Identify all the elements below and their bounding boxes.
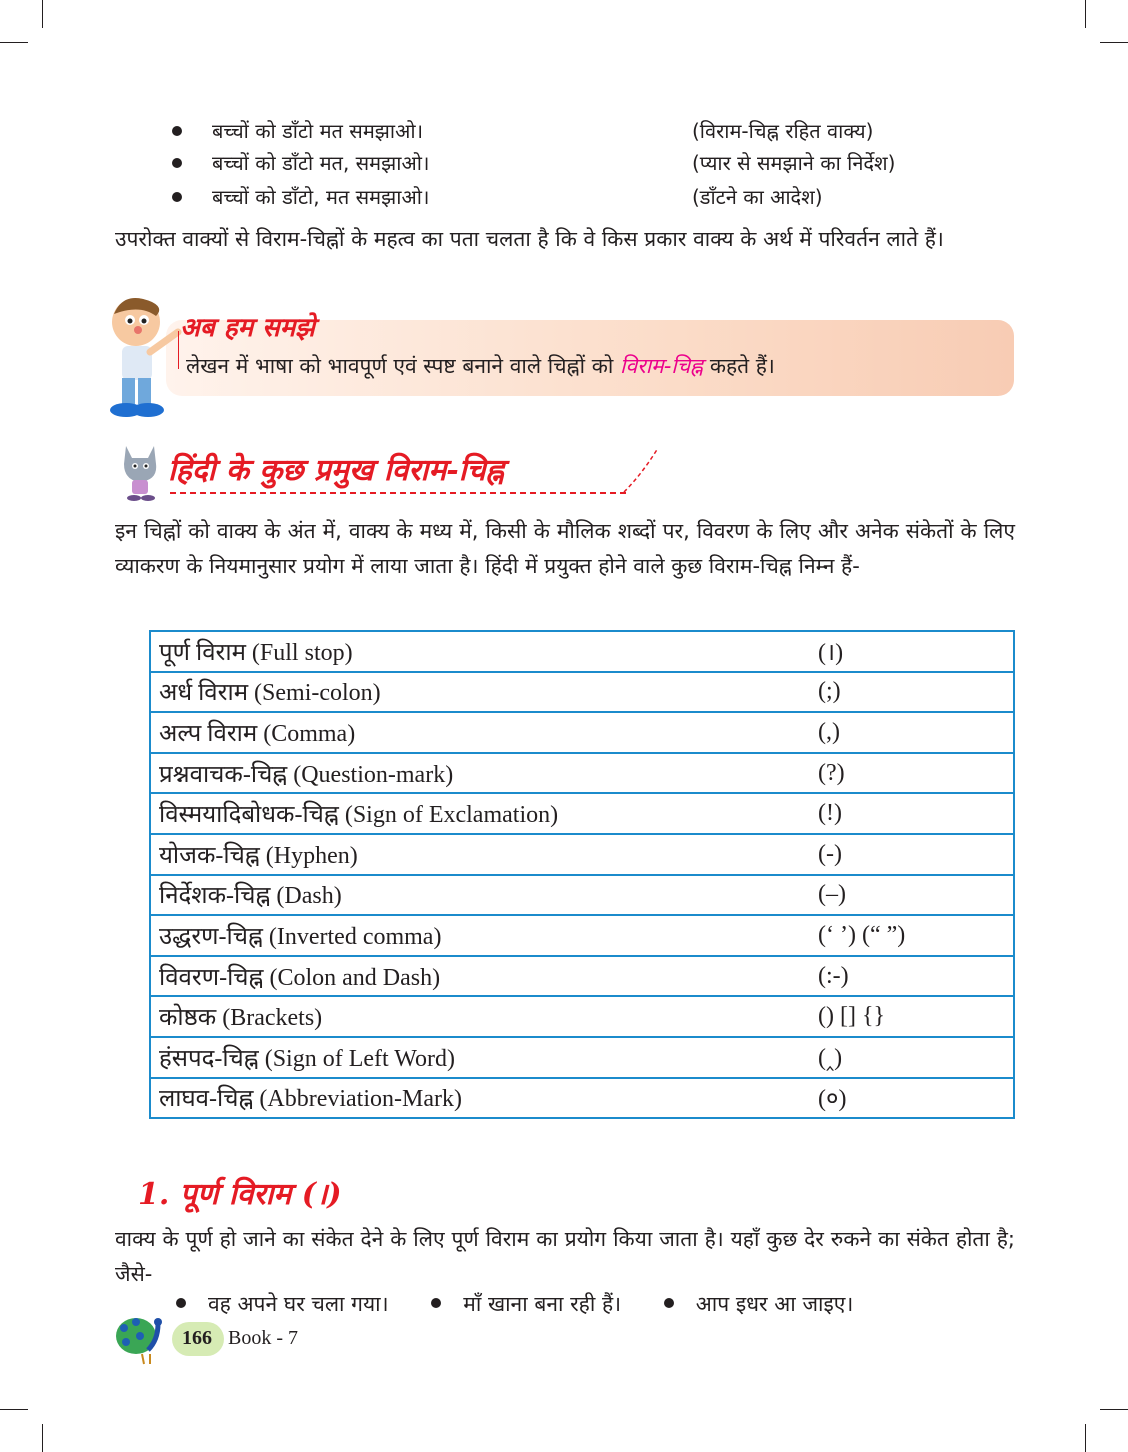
heading-swoosh (622, 444, 662, 494)
mark-name: उद्धरण-चिह्न (Inverted comma) (150, 915, 818, 956)
table-row (150, 672, 1014, 713)
page-number: 166 (182, 1327, 212, 1349)
mark-name: हंसपद-चिह्न (Sign of Left Word) (150, 1037, 818, 1078)
mark-symbol: () [] {} (818, 996, 1014, 1037)
mark-name: विवरण-चिह्न (Colon and Dash) (150, 956, 818, 997)
list-item (664, 1290, 854, 1318)
bullet-note: (प्यार से समझाने का निर्देश) (692, 151, 896, 175)
mark-symbol: (–) (818, 875, 1014, 916)
mark-symbol: (०) (818, 1078, 1014, 1119)
table-row (150, 875, 1014, 916)
understand-heading: अब हम समझे (180, 313, 315, 343)
mark-symbol: (-) (818, 834, 1014, 875)
crop-mark (1085, 0, 1086, 28)
list-item (172, 116, 874, 146)
bullet-note: (विराम-चिह्न रहित वाक्य) (692, 119, 874, 143)
subsection-paragraph: वाक्य के पूर्ण हो जाने का संकेत देने के लिए पूर्ण विराम का प्रयोग किया जाता है। यहाँ कुछ देर रुकने का संकेत होता है; जैसे- (115, 1227, 1015, 1286)
table-row (150, 793, 1014, 834)
boy-mascot-icon (104, 292, 182, 422)
intro-paragraph: उपरोक्त वाक्यों से विराम-चिह्नों के महत्व का पता चलता है कि वे किस प्रकार वाक्य के अर्थ में परिवर्तन लाते हैं। (115, 227, 944, 251)
punctuation-table (149, 630, 1015, 1119)
crop-mark (0, 42, 28, 43)
mark-name: कोष्ठक (Brackets) (150, 996, 818, 1037)
crop-mark (0, 1409, 28, 1410)
table-row (150, 753, 1014, 794)
section-heading: हिंदी के कुछ प्रमुख विराम-चिह्न (168, 453, 505, 488)
example-list (176, 1290, 889, 1318)
list-item (172, 148, 896, 178)
mark-name: अर्ध विराम (Semi-colon) (150, 672, 818, 713)
definition-text-end: कहते हैं। (709, 354, 775, 378)
table-row (150, 915, 1014, 956)
heading-underline (170, 492, 626, 494)
list-item (172, 182, 823, 212)
mark-name: योजक-चिह्न (Hyphen) (150, 834, 818, 875)
mark-symbol: (:-) (818, 956, 1014, 997)
peacock-icon (114, 1310, 174, 1366)
mark-name: विस्मयादिबोधक-चिह्न (Sign of Exclamation) (150, 793, 818, 834)
cat-mascot-icon (118, 440, 164, 502)
mark-name: पूर्ण विराम (Full stop) (150, 631, 818, 672)
table-row (150, 956, 1014, 997)
mark-symbol: (?) (818, 753, 1014, 794)
bullet-sentence: बच्चों को डाँटो मत, समझाओ। (212, 151, 430, 175)
table-row (150, 1037, 1014, 1078)
highlight-term: विराम-चिह्न (620, 354, 704, 378)
bullet-icon (431, 1298, 441, 1308)
table-row (150, 996, 1014, 1037)
example-text: माँ खाना बना रही हैं। (463, 1292, 622, 1316)
mark-name: निर्देशक-चिह्न (Dash) (150, 875, 818, 916)
table-row (150, 1078, 1014, 1119)
mark-name: अल्प विराम (Comma) (150, 712, 818, 753)
subsection-heading: 1. पूर्ण विराम (।) (138, 1177, 342, 1212)
mark-symbol: (‘ ’) (“ ”) (818, 915, 1014, 956)
table-row (150, 631, 1014, 672)
crop-mark (42, 1424, 43, 1452)
definition-text-start: लेखन में भाषा को भावपूर्ण एवं स्पष्ट बनाने वाले चिह्नों को (186, 354, 614, 378)
list-item (431, 1290, 621, 1318)
divider (178, 331, 179, 369)
mark-name: प्रश्नवाचक-चिह्न (Question-mark) (150, 753, 818, 794)
bullet-icon (664, 1298, 674, 1308)
bullet-sentence: बच्चों को डाँटो मत समझाओ। (212, 119, 424, 143)
bullet-sentence: बच्चों को डाँटो, मत समझाओ। (212, 185, 430, 209)
crop-mark (42, 0, 43, 28)
example-text: आप इधर आ जाइए। (695, 1292, 854, 1316)
bullet-icon (176, 1298, 186, 1308)
mark-symbol: (,) (818, 712, 1014, 753)
crop-mark (1100, 1409, 1128, 1410)
table-row (150, 834, 1014, 875)
section-paragraph: इन चिह्नों को वाक्य के अंत में, वाक्य के मध्य में, किसी के मौलिक शब्दों पर, विवरण के लिए और अनेक संकेतों के लिए व्याकरण के नियमानुसार प्रयोग में लाया जाता है। हिंदी में प्रयुक्त होने वाले कुछ विराम-चिह्न निम्न हैं- (115, 519, 1015, 578)
mark-symbol: (‸) (818, 1037, 1014, 1078)
mark-name: लाघव-चिह्न (Abbreviation-Mark) (150, 1078, 818, 1119)
mark-symbol: (!) (818, 793, 1014, 834)
bullet-icon (172, 126, 182, 136)
bullet-icon (172, 192, 182, 202)
crop-mark (1085, 1424, 1086, 1452)
mark-symbol: (।) (818, 631, 1014, 672)
definition-text (186, 352, 775, 380)
example-text: वह अपने घर चला गया। (208, 1292, 389, 1316)
list-item (176, 1290, 389, 1318)
crop-mark (1100, 42, 1128, 43)
mark-symbol: (;) (818, 672, 1014, 713)
bullet-icon (172, 158, 182, 168)
book-label: Book - 7 (228, 1327, 298, 1349)
table-row (150, 712, 1014, 753)
bullet-note: (डाँटने का आदेश) (692, 185, 823, 209)
